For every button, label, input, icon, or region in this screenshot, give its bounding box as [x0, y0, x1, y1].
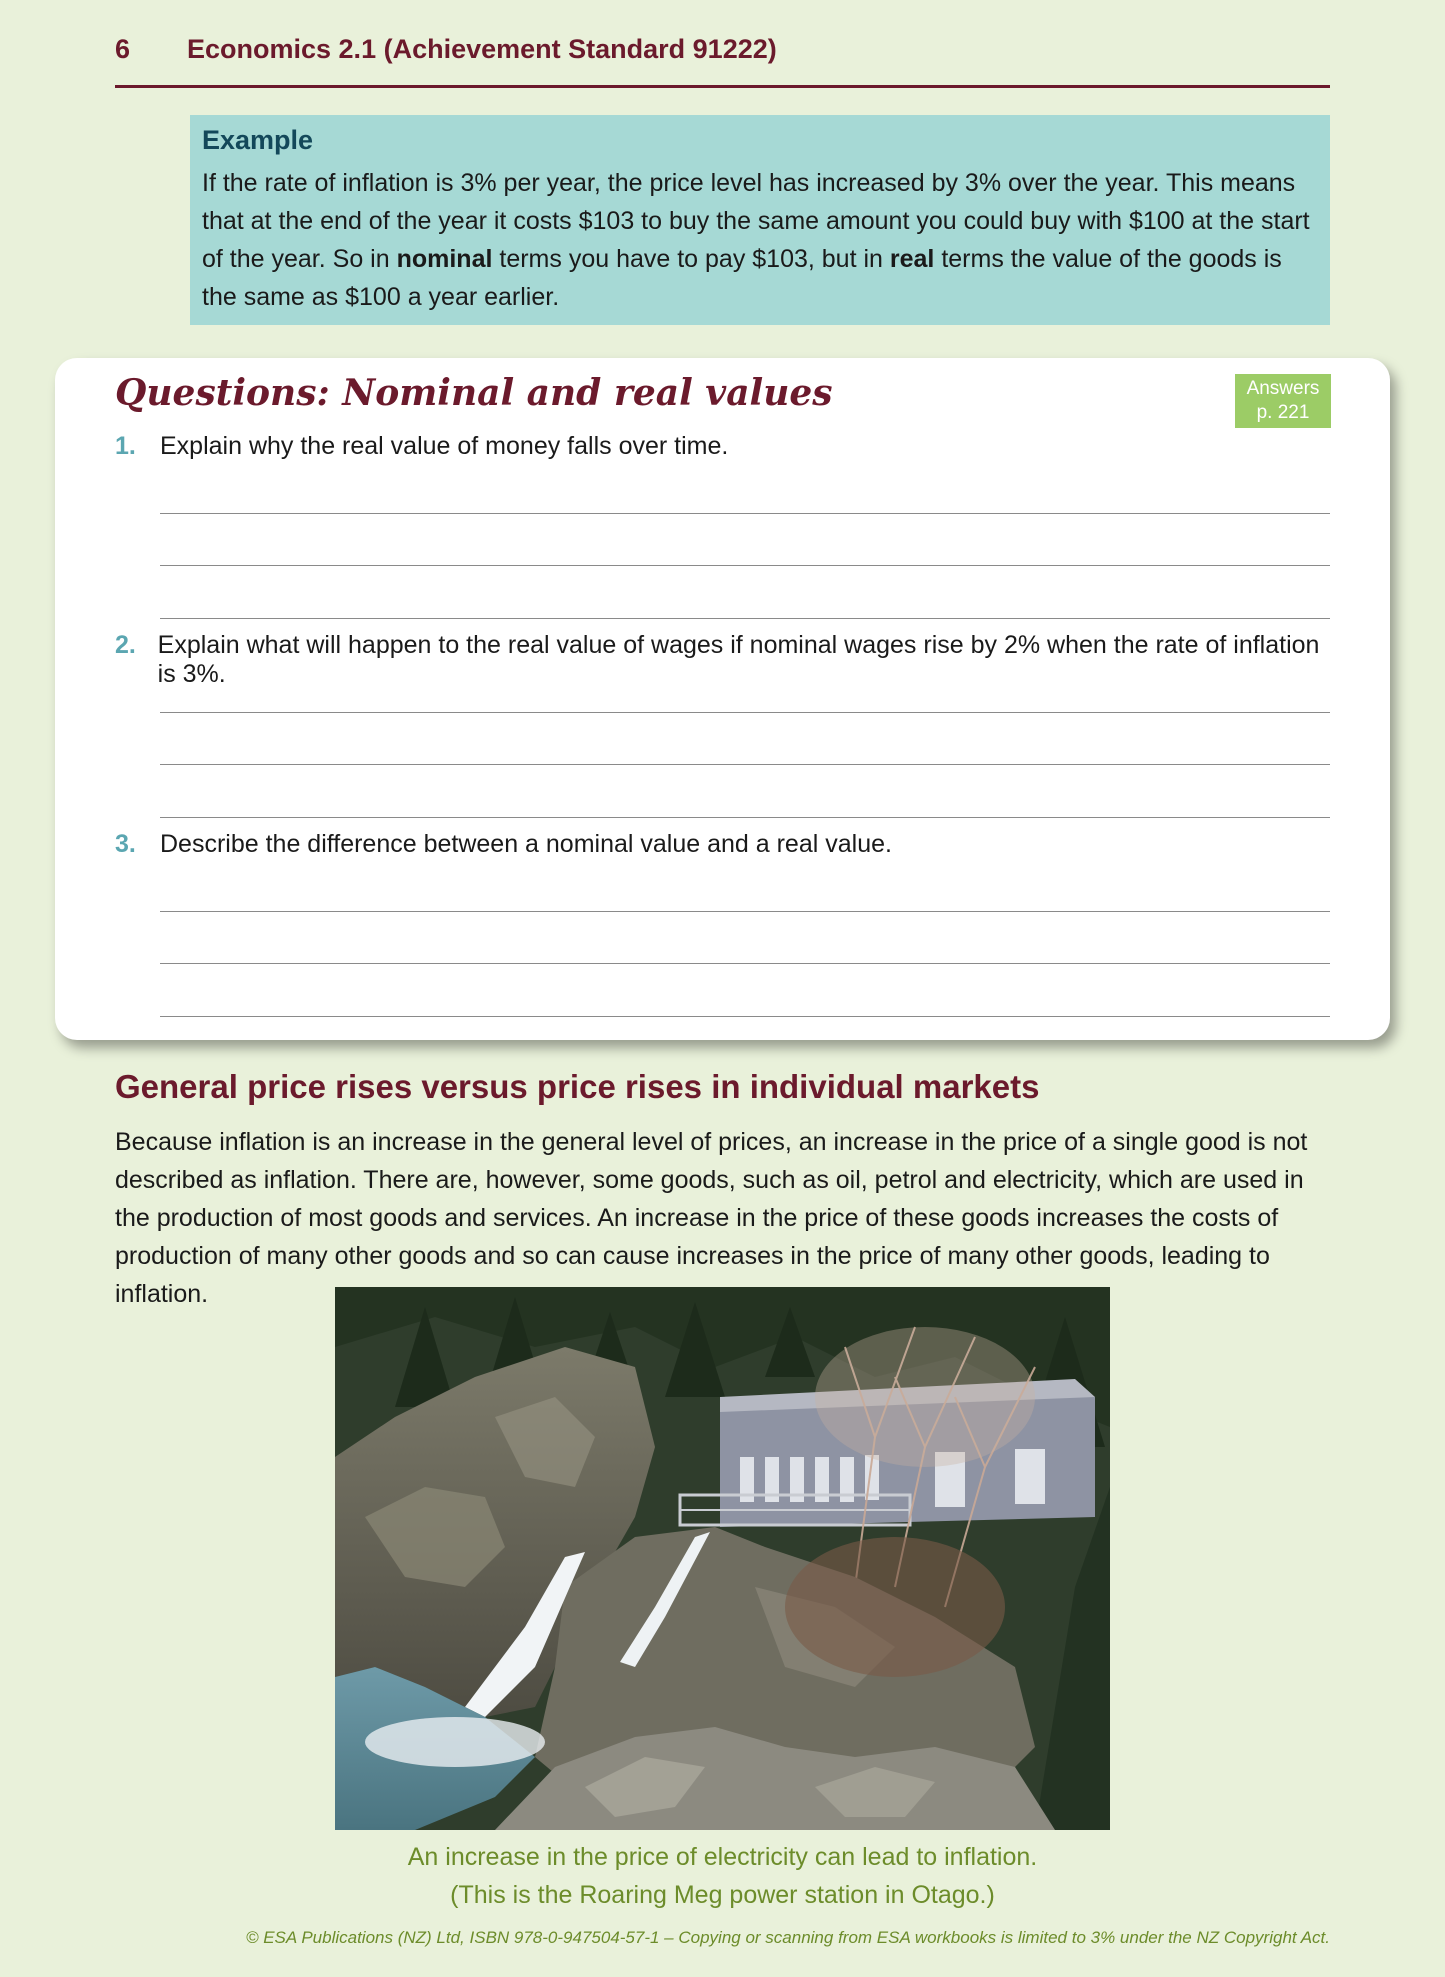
questions-title: Questions: Nominal and real values	[115, 372, 833, 414]
question-number: 2.	[115, 631, 136, 659]
photo-illustration	[335, 1287, 1110, 1830]
question-1	[115, 432, 1330, 461]
answer-line[interactable]	[160, 817, 1330, 818]
power-station-photo	[335, 1287, 1110, 1830]
example-box	[190, 115, 1330, 325]
question-text: Explain what will happen to the real value of wages if nominal wages rise by 2% when the rate of inflation is 3%.	[157, 631, 1320, 688]
term-real: real	[889, 245, 935, 273]
answer-line[interactable]	[160, 963, 1330, 964]
answer-line[interactable]	[160, 764, 1330, 765]
question-number: 3.	[115, 830, 136, 858]
example-heading: Example	[202, 125, 314, 155]
answer-line[interactable]	[160, 565, 1330, 566]
section-body: Because inflation is an increase in the general level of prices, an increase in the price of a single good is not described as inflation. There are, however, some goods, such as oil, petrol and electricity, which are used in the production of most goods and services. An increase in the price of these goods increases the costs of production of many other goods and so can cause increases in the price of many other goods, leading to inflation.	[115, 1128, 1308, 1308]
page-number: 6	[115, 34, 131, 64]
copyright-footer: © ESA Publications (NZ) Ltd, ISBN 978-0-947504-57-1 – Copying or scanning from ESA workbooks is limited to 3% under the NZ Copyright Act.	[245, 1928, 1330, 1947]
question-number: 1.	[115, 432, 136, 460]
answer-line[interactable]	[160, 618, 1330, 619]
answer-line[interactable]	[160, 1016, 1330, 1017]
section-title: General price rises versus price rises in individual markets	[115, 1068, 1040, 1105]
questions-box	[55, 358, 1390, 1040]
question-2	[115, 631, 1330, 689]
example-text: If the rate of inflation is 3% per year, the price level has increased by 3% over the year. This means that at the end of the year it costs $103 to buy the same amount you could buy with $100 at the start of the year. So in nominal terms you have to pay $103, but in real terms the value of the goods is the same as $100 a year earlier.	[202, 169, 1310, 311]
book-title: Economics 2.1 (Achievement Standard 91222)	[187, 34, 777, 64]
term-nominal: nominal	[396, 245, 493, 273]
answer-line[interactable]	[160, 911, 1330, 912]
question-text: Explain why the real value of money falls over time.	[160, 432, 729, 460]
page-header	[115, 34, 1330, 88]
answer-line[interactable]	[160, 513, 1330, 514]
question-3	[115, 830, 1330, 859]
question-text: Describe the difference between a nominal value and a real value.	[160, 830, 892, 858]
answers-badge: Answers p. 221	[1235, 374, 1331, 428]
photo-caption: An increase in the price of electricity can lead to inflation. (This is the Roaring Meg power station in Otago.)	[407, 1843, 1038, 1909]
answer-line[interactable]	[160, 712, 1330, 713]
